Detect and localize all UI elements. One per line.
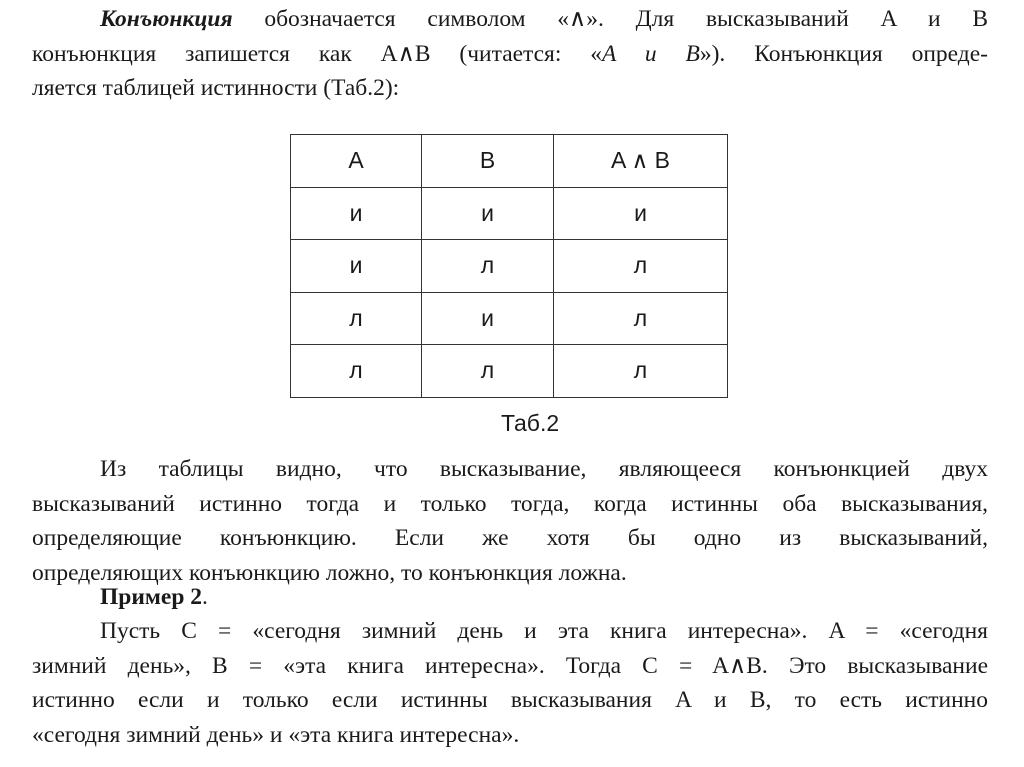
table-header-a-and-b: A ∧ B — [554, 135, 728, 188]
table-caption: Таб.2 — [501, 410, 560, 436]
term-conjunction: Конъюнкция — [100, 6, 233, 32]
explanation-paragraph — [32, 452, 988, 590]
table-cell: л — [554, 240, 728, 293]
intro-line-2-post: »). Конъюнкция опреде- — [699, 40, 988, 67]
explanation-line: высказываний истинно тогда и только тогда, когда истинны оба высказывания, — [32, 490, 988, 517]
intro-line-1-text: обозначается символом «∧». Для высказываний A и B — [232, 6, 988, 32]
intro-line-2 — [32, 37, 988, 72]
table-header-a: A — [291, 135, 422, 188]
example-title: Пример 2 — [100, 584, 203, 610]
explanation-line: определяющих конъюнкцию ложно, то конъюнкция ложна. — [32, 559, 627, 586]
intro-line-1 — [32, 2, 988, 37]
table-cell: л — [291, 292, 422, 345]
example-paragraph — [32, 614, 988, 752]
example-line: Пусть C = «сегодня зимний день и эта книга интересна». A = «сегодня — [100, 618, 988, 644]
table-header-row — [291, 135, 728, 188]
table-cell: л — [291, 345, 422, 398]
example-line: зимний день», B = «эта книга интересна». Тогда C = A∧B. Это высказывание — [32, 652, 988, 679]
example-title-dot: . — [202, 584, 208, 610]
table-row — [291, 187, 728, 240]
table-cell: и — [554, 187, 728, 240]
truth-table-container — [290, 134, 728, 398]
table-cell: и — [422, 292, 554, 345]
table-cell: и — [291, 240, 422, 293]
table-cell: л — [422, 240, 554, 293]
intro-line-2-italic: A и B — [602, 40, 700, 67]
table-cell: и — [422, 187, 554, 240]
explanation-line: Из таблицы видно, что высказывание, являющееся конъюнкцией двух — [100, 456, 988, 482]
example-line: «сегодня зимний день» и «эта книга интересна». — [32, 721, 520, 748]
example-heading — [32, 580, 988, 615]
table-cell: л — [554, 345, 728, 398]
table-cell: л — [554, 292, 728, 345]
intro-line-3: ляется таблицей истинности (Таб.2): — [32, 75, 400, 101]
table-cell: л — [422, 345, 554, 398]
truth-table — [290, 134, 728, 398]
table-header-b: B — [422, 135, 554, 188]
intro-line-2-pre: конъюнкция запишется как A∧B (читается: « — [32, 40, 603, 67]
explanation-line: определяющие конъюнкцию. Если же хотя бы одно из высказываний, — [32, 525, 988, 551]
table-row — [291, 292, 728, 345]
example-line: истинно если и только если истинны высказывания A и B, то есть истинно — [32, 687, 988, 713]
example-heading-line — [32, 580, 988, 615]
intro-paragraph — [32, 2, 988, 106]
table-row — [291, 240, 728, 293]
table-row — [291, 345, 728, 398]
table-cell: и — [291, 187, 422, 240]
